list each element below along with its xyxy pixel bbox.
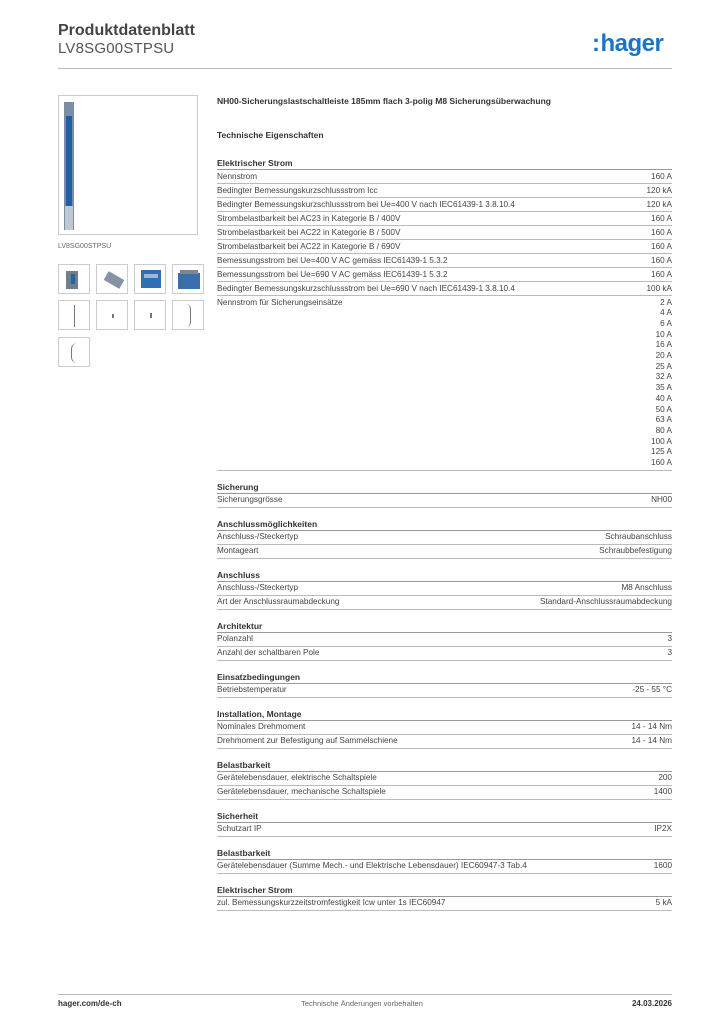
spec-label: Montageart — [217, 546, 259, 556]
spec-value: 160 A — [651, 255, 672, 265]
spec-group-title: Sicherheit — [217, 808, 672, 823]
specifications-table — [217, 155, 672, 911]
hager-logo[interactable]: :hager — [592, 30, 664, 57]
thumbnail-product-angle[interactable] — [96, 264, 128, 294]
section-title: Technische Eigenschaften — [217, 130, 324, 140]
spec-row — [217, 897, 672, 911]
spec-value: 1600 — [653, 861, 672, 871]
spec-row — [217, 212, 672, 226]
spec-row — [217, 647, 672, 661]
group-spacer — [217, 837, 672, 845]
product-reference: LV8SG00STPSU — [58, 40, 175, 57]
spec-row — [217, 860, 672, 874]
spec-value: 1400 — [653, 787, 672, 797]
product-base-shape — [65, 206, 73, 230]
spec-value — [651, 298, 672, 469]
spec-label: Art der Anschlussraumabdeckung — [217, 597, 340, 607]
thumbnail-drawing-side[interactable] — [58, 300, 90, 330]
group-spacer — [217, 874, 672, 882]
spec-value-item: 6 A — [660, 318, 672, 328]
spec-label: Strombelastbarkeit bei AC23 in Kategorie B / 400V — [217, 213, 401, 223]
spec-value-item: 50 A — [655, 404, 672, 414]
spec-row — [217, 226, 672, 240]
spec-label: Anschluss-/Steckertyp — [217, 532, 298, 542]
spec-row — [217, 268, 672, 282]
spec-group-title: Installation, Montage — [217, 706, 672, 721]
thumbnail-product-detail[interactable] — [134, 264, 166, 294]
spec-value: 14 - 14 Nm — [631, 736, 672, 746]
spec-row — [217, 786, 672, 800]
spec-group-title: Sicherung — [217, 479, 672, 494]
spec-value: 100 kA — [646, 283, 672, 293]
spec-row — [217, 633, 672, 647]
spec-value: 160 A — [651, 213, 672, 223]
group-spacer — [217, 661, 672, 669]
spec-group-title: Anschluss — [217, 567, 672, 582]
spec-value-item: 32 A — [655, 372, 672, 382]
spec-value: 3 — [667, 648, 672, 658]
spec-label: Bedingter Bemessungskurzschlussstrom Icc — [217, 185, 378, 195]
spec-group-title: Anschlussmöglichkeiten — [217, 516, 672, 531]
spec-label: Polanzahl — [217, 634, 253, 644]
spec-value: IP2X — [654, 824, 672, 834]
product-image[interactable] — [58, 95, 198, 235]
spec-value: 120 kA — [646, 199, 672, 209]
spec-group-title: Belastbarkeit — [217, 845, 672, 860]
spec-value: 5 kA — [655, 898, 672, 908]
spec-label: Anzahl der schaltbaren Pole — [217, 648, 320, 658]
spec-value-item: 125 A — [651, 447, 672, 457]
spec-row — [217, 721, 672, 735]
spec-value-item: 35 A — [655, 383, 672, 393]
spec-value-item: 4 A — [660, 308, 672, 318]
spec-row — [217, 184, 672, 198]
spec-row — [217, 582, 672, 596]
spec-value-item: 2 A — [660, 297, 672, 307]
spec-label: Nennstrom — [217, 171, 258, 181]
spec-row — [217, 240, 672, 254]
image-caption: LV8SG00STPSU — [58, 243, 112, 250]
spec-group-title: Elektrischer Strom — [217, 882, 672, 897]
spec-value-item: 80 A — [655, 425, 672, 435]
spec-label: zul. Bemessungskurzzeitstromfestigkeit Icw unter 1s IEC60947 — [217, 898, 446, 908]
thumbnail-drawing-front[interactable] — [134, 300, 166, 330]
footer-divider — [58, 994, 672, 995]
spec-label: Anschluss-/Steckertyp — [217, 583, 298, 593]
spec-value: M8 Anschluss — [621, 583, 672, 593]
spec-label: Gerätelebensdauer, elektrische Schaltspiele — [217, 773, 377, 783]
spec-row — [217, 531, 672, 545]
group-spacer — [217, 749, 672, 757]
spec-row — [217, 254, 672, 268]
spec-value: 160 A — [651, 227, 672, 237]
spec-value-item: 16 A — [655, 340, 672, 350]
group-spacer — [217, 800, 672, 808]
spec-value: 120 kA — [646, 185, 672, 195]
thumbnail-product-installed[interactable] — [172, 264, 204, 294]
spec-label: Drehmoment zur Befestigung auf Sammelschiene — [217, 736, 398, 746]
group-spacer — [217, 508, 672, 516]
thumbnail-drawing-top[interactable] — [96, 300, 128, 330]
spec-value: 160 A — [651, 269, 672, 279]
spec-label: Bemessungsstrom bei Ue=400 V AC gemäss IEC61439-1 5.3.2 — [217, 255, 448, 265]
group-spacer — [217, 559, 672, 567]
spec-label: Betriebstemperatur — [217, 685, 287, 695]
page-title: Produktdatenblatt — [58, 22, 195, 39]
thumbnail-drawing-detail[interactable] — [58, 337, 90, 367]
footer-website-link[interactable]: hager.com/de-ch — [58, 999, 122, 1008]
spec-label: Strombelastbarkeit bei AC22 in Kategorie B / 500V — [217, 227, 401, 237]
thumbnail-drawing-profile[interactable] — [172, 300, 204, 330]
group-spacer — [217, 698, 672, 706]
spec-label: Gerätelebensdauer (Summe Mech.- und Elektrische Lebensdauer) IEC60947-3 Tab.4 — [217, 861, 527, 871]
spec-row — [217, 198, 672, 212]
spec-label: Nominales Drehmoment — [217, 722, 306, 732]
spec-row — [217, 545, 672, 559]
spec-value-item: 20 A — [655, 351, 672, 361]
spec-label: Nennstrom für Sicherungseinsätze — [217, 297, 343, 307]
spec-row — [217, 494, 672, 508]
spec-label: Sicherungsgrösse — [217, 495, 283, 505]
spec-label: Gerätelebensdauer, mechanische Schaltspiele — [217, 787, 386, 797]
thumbnail-product-front[interactable] — [58, 264, 90, 294]
spec-row — [217, 684, 672, 698]
spec-value-item: 63 A — [655, 415, 672, 425]
spec-value: -25 - 55 °C — [632, 685, 672, 695]
footer-date: 24.03.2026 — [631, 999, 672, 1008]
spec-value: Schraubbefestigung — [599, 546, 672, 556]
product-fuse-shape — [66, 116, 72, 216]
spec-value: 160 A — [651, 171, 672, 181]
header-divider — [58, 68, 672, 69]
spec-value-item: 40 A — [655, 393, 672, 403]
spec-group-title: Elektrischer Strom — [217, 155, 672, 170]
footer-disclaimer: Technische Änderungen vorbehalten — [301, 999, 423, 1008]
spec-value: 200 — [658, 773, 672, 783]
spec-row — [217, 772, 672, 786]
group-spacer — [217, 610, 672, 618]
spec-value: Standard-Anschlussraumabdeckung — [540, 597, 672, 607]
spec-label: Bedingter Bemessungskurzschlussstrom bei Ue=400 V nach IEC61439-1 3.8.10.4 — [217, 199, 515, 209]
spec-value: 14 - 14 Nm — [631, 722, 672, 732]
spec-row — [217, 823, 672, 837]
spec-value-item: 10 A — [655, 329, 672, 339]
spec-label: Bemessungsstrom bei Ue=690 V AC gemäss IEC61439-1 5.3.2 — [217, 269, 448, 279]
product-description: NH00-Sicherungslastschaltleiste 185mm flach 3-polig M8 Sicherungsüberwachung — [217, 96, 551, 106]
spec-value-item: 100 A — [651, 436, 672, 446]
spec-row — [217, 596, 672, 610]
spec-value-item: 160 A — [651, 458, 672, 468]
spec-group-title: Einsatzbedingungen — [217, 669, 672, 684]
spec-value: NH00 — [651, 495, 672, 505]
spec-group-title: Architektur — [217, 618, 672, 633]
group-spacer — [217, 471, 672, 479]
spec-label: Bedingter Bemessungskurzschlussstrom bei Ue=690 V nach IEC61439-1 3.8.10.4 — [217, 283, 515, 293]
spec-value-item: 25 A — [655, 361, 672, 371]
spec-row — [217, 282, 672, 296]
spec-row — [217, 735, 672, 749]
spec-label: Schutzart IP — [217, 824, 262, 834]
spec-value: 3 — [667, 634, 672, 644]
spec-row — [217, 296, 672, 471]
spec-value: 160 A — [651, 241, 672, 251]
logo-text: hager — [600, 30, 664, 57]
spec-label: Strombelastbarkeit bei AC22 in Kategorie B / 690V — [217, 241, 401, 251]
spec-row — [217, 170, 672, 184]
spec-value: Schraubanschluss — [605, 532, 672, 542]
spec-group-title: Belastbarkeit — [217, 757, 672, 772]
